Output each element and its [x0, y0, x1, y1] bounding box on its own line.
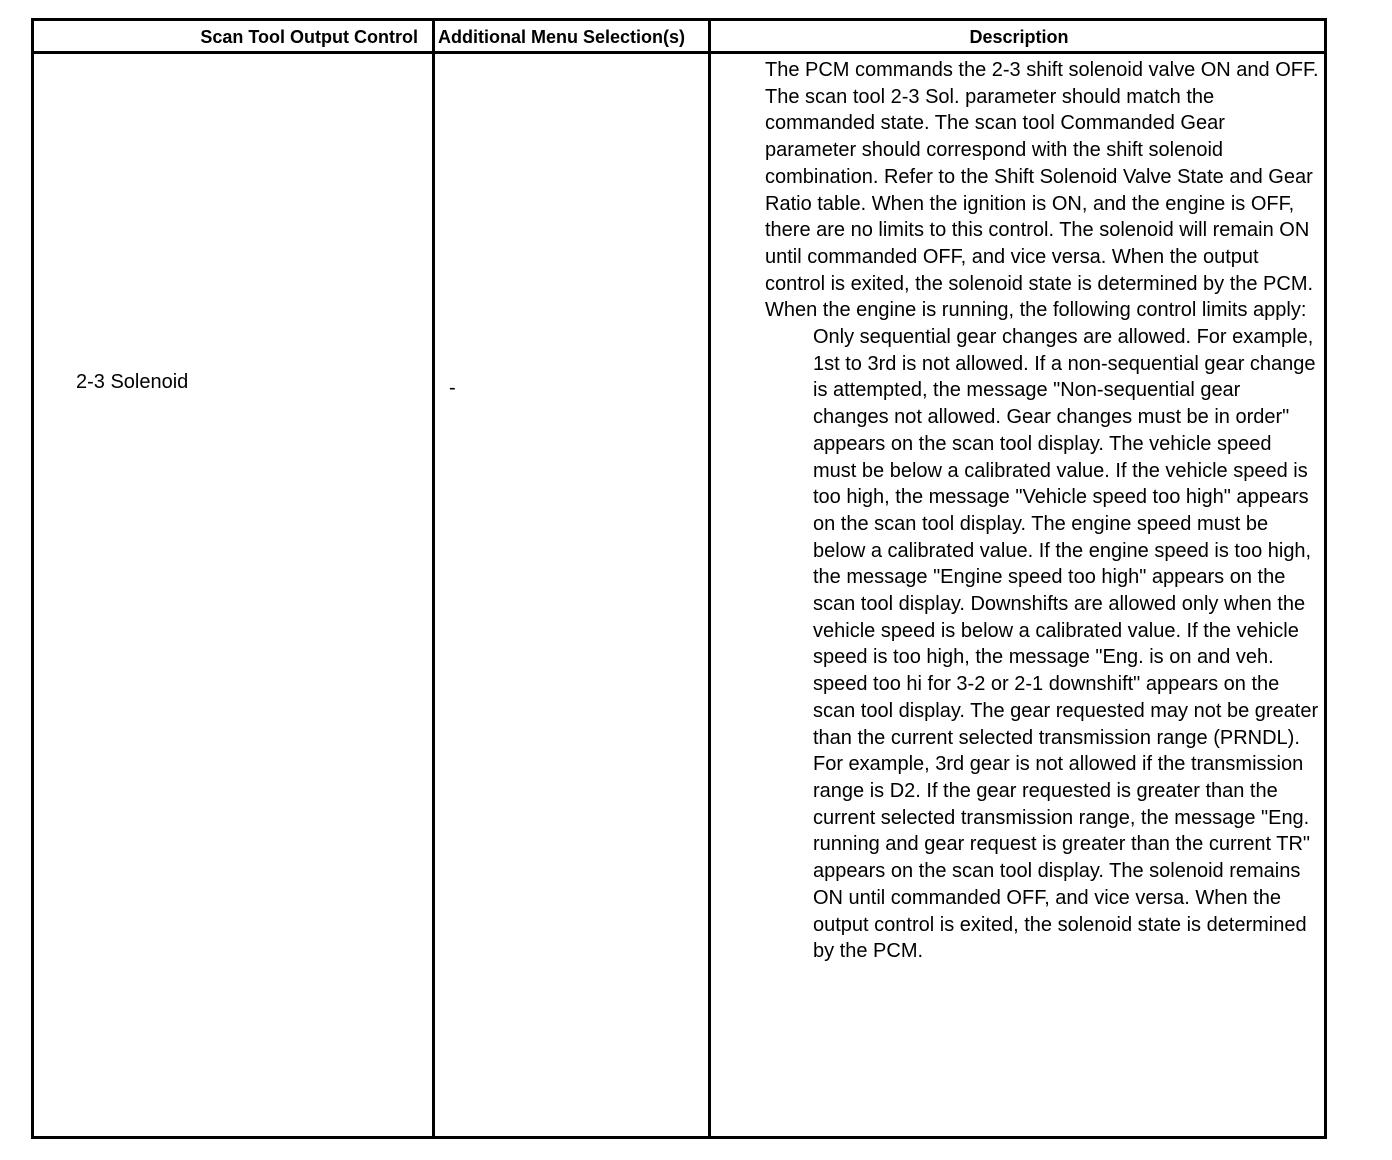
scan-tool-output-control-table: [31, 18, 1327, 1139]
description-control-limits: Only sequential gear changes are allowed. For example, 1st to 3rd is not allowed. If a non-sequential gear change is attempted, the message "Non-sequential gear changes not allowed. Gear changes must be in order" appears on the scan tool display. The vehicle speed must be below a calibrated value. If the vehicle speed is too high, the message "Vehicle speed too high" appears on the scan tool display. The engine speed must be below a calibrated value. If the engine speed is too high, the message "Engine speed too high" appears on the scan tool display. Downshifts are allowed only when the vehicle speed is below a calibrated value. If the vehicle speed is too high, the message "Eng. is on and veh. speed too hi for 3-2 or 2-1 downshift" appears on the scan tool display. The gear requested may not be greater than the current selected transmission range (PRNDL). For example, 3rd gear is not allowed if the transmission range is D2. If the gear requested is greater than the current selected transmission range, the message "Eng. running and gear request is greater than the current TR" appears on the scan tool display. The solenoid remains ON until commanded OFF, and vice versa. When the output control is exited, the solenoid state is determined by the PCM.: [813, 326, 1319, 963]
column-divider-2: [708, 21, 711, 1136]
cell-additional-menu: -: [449, 377, 456, 399]
description-intro: The PCM commands the 2-3 shift solenoid valve ON and OFF. The scan tool 2-3 Sol. parameter should match the commanded state. The scan tool Commanded Gear parameter should correspond with the shift solenoid combination. Refer to the Shift Solenoid Valve State and Gear Ratio table. When the ignition is ON, and the engine is OFF, there are no limits to this control. The solenoid will remain ON until commanded OFF, and vice versa. When the output control is exited, the solenoid state is determined by the PCM. When the engine is running, the following control limits apply:: [765, 59, 1319, 322]
header-divider: [34, 51, 1324, 54]
header-additional-menu-selections: Additional Menu Selection(s): [438, 27, 686, 47]
cell-description: [765, 57, 1319, 965]
column-divider-1: [432, 21, 435, 1136]
header-scan-tool-output-control: Scan Tool Output Control: [200, 27, 418, 47]
cell-output-control: 2-3 Solenoid: [76, 371, 189, 393]
header-description: Description: [969, 27, 1069, 47]
